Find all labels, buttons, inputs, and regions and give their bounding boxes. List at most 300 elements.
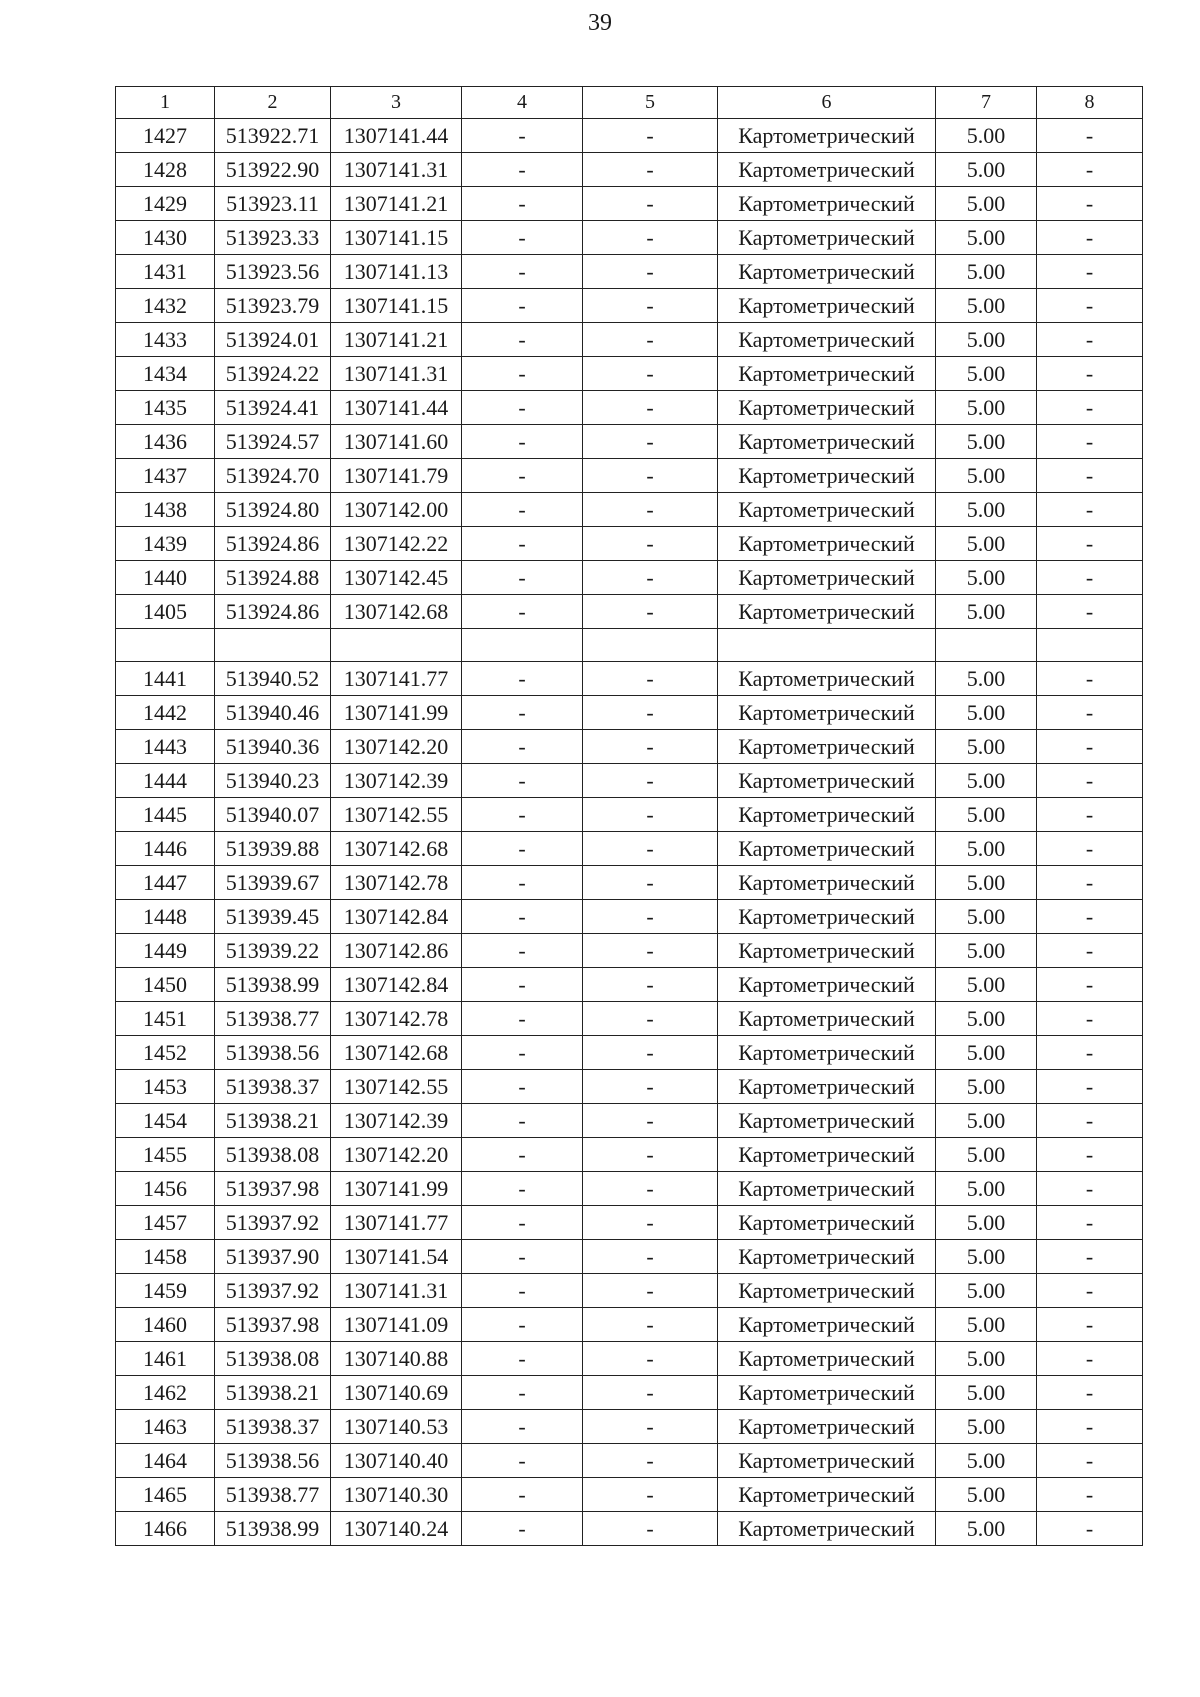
cell-accuracy (936, 629, 1037, 662)
cell-accuracy: 5.00 (936, 561, 1037, 595)
cell-accuracy: 5.00 (936, 255, 1037, 289)
cell-col-5: - (583, 1104, 718, 1138)
cell-coord-x: 513924.22 (215, 357, 331, 391)
cell-coord-x: 513923.56 (215, 255, 331, 289)
cell-accuracy: 5.00 (936, 1308, 1037, 1342)
cell-coord-x: 513922.71 (215, 119, 331, 153)
cell-coord-x: 513937.92 (215, 1274, 331, 1308)
table-row (116, 1342, 1143, 1376)
cell-method: Картометрический (718, 323, 936, 357)
cell-accuracy: 5.00 (936, 798, 1037, 832)
cell-point-number: 1447 (116, 866, 215, 900)
cell-method: Картометрический (718, 662, 936, 696)
cell-coord-x: 513938.56 (215, 1036, 331, 1070)
cell-accuracy: 5.00 (936, 1478, 1037, 1512)
table-row (116, 968, 1143, 1002)
cell-coord-y: 1307140.24 (331, 1512, 462, 1546)
cell-coord-x: 513939.88 (215, 832, 331, 866)
cell-col-8: - (1037, 425, 1143, 459)
cell-method (718, 629, 936, 662)
cell-col-5 (583, 629, 718, 662)
cell-method: Картометрический (718, 357, 936, 391)
table-row (116, 493, 1143, 527)
cell-method: Картометрический (718, 561, 936, 595)
cell-coord-y: 1307142.00 (331, 493, 462, 527)
cell-col-4 (462, 629, 583, 662)
cell-method: Картометрический (718, 1206, 936, 1240)
cell-col-5: - (583, 391, 718, 425)
cell-method: Картометрический (718, 153, 936, 187)
cell-col-5: - (583, 561, 718, 595)
table-row (116, 1172, 1143, 1206)
cell-point-number: 1449 (116, 934, 215, 968)
cell-col-8: - (1037, 1376, 1143, 1410)
cell-col-8: - (1037, 1104, 1143, 1138)
table-row (116, 696, 1143, 730)
cell-coord-x: 513938.77 (215, 1002, 331, 1036)
cell-coord-x: 513940.36 (215, 730, 331, 764)
cell-col-5: - (583, 1342, 718, 1376)
cell-coord-y: 1307142.68 (331, 1036, 462, 1070)
cell-col-4: - (462, 730, 583, 764)
cell-coord-x: 513937.98 (215, 1172, 331, 1206)
cell-method: Картометрический (718, 527, 936, 561)
table-row (116, 459, 1143, 493)
cell-coord-y: 1307141.13 (331, 255, 462, 289)
cell-accuracy: 5.00 (936, 221, 1037, 255)
table-header (116, 87, 1143, 119)
cell-col-5: - (583, 1240, 718, 1274)
cell-accuracy: 5.00 (936, 459, 1037, 493)
cell-point-number: 1466 (116, 1512, 215, 1546)
cell-col-8: - (1037, 1070, 1143, 1104)
cell-point-number: 1458 (116, 1240, 215, 1274)
table-row (116, 934, 1143, 968)
cell-col-8: - (1037, 1172, 1143, 1206)
cell-coord-x: 513924.41 (215, 391, 331, 425)
cell-coord-x: 513938.56 (215, 1444, 331, 1478)
cell-accuracy: 5.00 (936, 357, 1037, 391)
cell-col-5: - (583, 1376, 718, 1410)
cell-col-5: - (583, 968, 718, 1002)
cell-col-8: - (1037, 187, 1143, 221)
cell-coord-y: 1307142.84 (331, 968, 462, 1002)
cell-coord-y: 1307141.31 (331, 153, 462, 187)
cell-point-number: 1445 (116, 798, 215, 832)
cell-col-8: - (1037, 459, 1143, 493)
table-row (116, 1308, 1143, 1342)
cell-col-5: - (583, 221, 718, 255)
cell-method: Картометрический (718, 289, 936, 323)
page-number: 39 (588, 10, 612, 36)
cell-point-number: 1452 (116, 1036, 215, 1070)
table-row (116, 561, 1143, 595)
cell-col-8: - (1037, 255, 1143, 289)
cell-coord-x: 513924.70 (215, 459, 331, 493)
cell-coord-x: 513923.11 (215, 187, 331, 221)
cell-point-number: 1428 (116, 153, 215, 187)
cell-col-8: - (1037, 832, 1143, 866)
cell-accuracy: 5.00 (936, 1002, 1037, 1036)
cell-col-4: - (462, 357, 583, 391)
cell-accuracy: 5.00 (936, 1070, 1037, 1104)
cell-col-8: - (1037, 391, 1143, 425)
cell-point-number: 1446 (116, 832, 215, 866)
column-header-1: 1 (116, 87, 215, 119)
cell-col-4: - (462, 1308, 583, 1342)
cell-col-8: - (1037, 1444, 1143, 1478)
cell-coord-y: 1307140.53 (331, 1410, 462, 1444)
cell-coord-x: 513924.57 (215, 425, 331, 459)
cell-point-number: 1439 (116, 527, 215, 561)
cell-point-number: 1431 (116, 255, 215, 289)
cell-method: Картометрический (718, 1444, 936, 1478)
cell-method: Картометрический (718, 1104, 936, 1138)
cell-coord-x: 513940.07 (215, 798, 331, 832)
cell-accuracy: 5.00 (936, 968, 1037, 1002)
cell-col-8: - (1037, 934, 1143, 968)
cell-col-8: - (1037, 561, 1143, 595)
cell-method: Картометрический (718, 1070, 936, 1104)
cell-accuracy: 5.00 (936, 1206, 1037, 1240)
cell-point-number: 1463 (116, 1410, 215, 1444)
cell-col-4: - (462, 1240, 583, 1274)
coordinates-table (115, 86, 1143, 1546)
cell-col-4: - (462, 662, 583, 696)
cell-method: Картометрический (718, 730, 936, 764)
table-row (116, 662, 1143, 696)
column-header-2: 2 (215, 87, 331, 119)
cell-coord-x: 513940.52 (215, 662, 331, 696)
cell-method: Картометрический (718, 900, 936, 934)
cell-col-5: - (583, 357, 718, 391)
cell-method: Картометрический (718, 391, 936, 425)
table-row (116, 255, 1143, 289)
cell-coord-y: 1307142.55 (331, 798, 462, 832)
cell-point-number: 1438 (116, 493, 215, 527)
cell-col-5: - (583, 289, 718, 323)
cell-coord-y: 1307141.99 (331, 1172, 462, 1206)
cell-coord-x: 513924.88 (215, 561, 331, 595)
cell-col-8: - (1037, 357, 1143, 391)
cell-col-5: - (583, 323, 718, 357)
cell-col-5: - (583, 1138, 718, 1172)
cell-coord-y: 1307142.55 (331, 1070, 462, 1104)
cell-point-number: 1454 (116, 1104, 215, 1138)
cell-point-number: 1442 (116, 696, 215, 730)
cell-accuracy: 5.00 (936, 1138, 1037, 1172)
cell-coord-x: 513938.08 (215, 1138, 331, 1172)
cell-coord-x: 513938.99 (215, 1512, 331, 1546)
cell-col-4: - (462, 1342, 583, 1376)
column-header-8: 8 (1037, 87, 1143, 119)
cell-col-4: - (462, 1410, 583, 1444)
cell-accuracy: 5.00 (936, 153, 1037, 187)
table-row (116, 1376, 1143, 1410)
cell-accuracy: 5.00 (936, 595, 1037, 629)
cell-coord-x: 513924.80 (215, 493, 331, 527)
cell-col-4: - (462, 1138, 583, 1172)
cell-col-8: - (1037, 662, 1143, 696)
table-row (116, 900, 1143, 934)
cell-accuracy: 5.00 (936, 866, 1037, 900)
table-row (116, 595, 1143, 629)
cell-point-number: 1464 (116, 1444, 215, 1478)
cell-col-4: - (462, 696, 583, 730)
cell-col-4: - (462, 595, 583, 629)
cell-point-number: 1461 (116, 1342, 215, 1376)
cell-accuracy: 5.00 (936, 1274, 1037, 1308)
cell-col-5: - (583, 1070, 718, 1104)
cell-coord-y: 1307142.20 (331, 730, 462, 764)
cell-col-5: - (583, 527, 718, 561)
cell-accuracy: 5.00 (936, 1410, 1037, 1444)
cell-col-4: - (462, 493, 583, 527)
cell-method: Картометрический (718, 221, 936, 255)
cell-col-8: - (1037, 1410, 1143, 1444)
table-row (116, 221, 1143, 255)
cell-coord-x: 513939.22 (215, 934, 331, 968)
column-header-7: 7 (936, 87, 1037, 119)
cell-coord-y: 1307142.86 (331, 934, 462, 968)
cell-method: Картометрический (718, 1002, 936, 1036)
cell-accuracy: 5.00 (936, 1512, 1037, 1546)
cell-col-5: - (583, 1002, 718, 1036)
column-header-3: 3 (331, 87, 462, 119)
cell-col-8 (1037, 629, 1143, 662)
cell-col-4: - (462, 187, 583, 221)
cell-coord-y: 1307141.77 (331, 662, 462, 696)
cell-col-8: - (1037, 730, 1143, 764)
cell-col-4: - (462, 832, 583, 866)
cell-accuracy: 5.00 (936, 1342, 1037, 1376)
cell-coord-x: 513938.77 (215, 1478, 331, 1512)
cell-col-8: - (1037, 527, 1143, 561)
cell-method: Картометрический (718, 459, 936, 493)
cell-coord-x: 513939.67 (215, 866, 331, 900)
cell-col-8: - (1037, 696, 1143, 730)
table-row (116, 289, 1143, 323)
cell-point-number: 1460 (116, 1308, 215, 1342)
cell-accuracy: 5.00 (936, 425, 1037, 459)
cell-coord-y: 1307141.44 (331, 391, 462, 425)
cell-col-5: - (583, 730, 718, 764)
cell-accuracy: 5.00 (936, 119, 1037, 153)
table-row (116, 866, 1143, 900)
cell-col-8: - (1037, 1240, 1143, 1274)
cell-col-8: - (1037, 493, 1143, 527)
cell-point-number: 1427 (116, 119, 215, 153)
table-row (116, 1512, 1143, 1546)
cell-col-5: - (583, 1206, 718, 1240)
cell-coord-x: 513940.23 (215, 764, 331, 798)
cell-col-8: - (1037, 1138, 1143, 1172)
cell-method: Картометрический (718, 764, 936, 798)
cell-accuracy: 5.00 (936, 1104, 1037, 1138)
cell-col-5: - (583, 1478, 718, 1512)
cell-coord-x: 513924.01 (215, 323, 331, 357)
cell-col-4: - (462, 1036, 583, 1070)
table-row (116, 1274, 1143, 1308)
table-row (116, 187, 1143, 221)
table-row (116, 730, 1143, 764)
cell-coord-y: 1307141.21 (331, 323, 462, 357)
cell-point-number: 1432 (116, 289, 215, 323)
cell-coord-x: 513939.45 (215, 900, 331, 934)
cell-coord-y: 1307141.44 (331, 119, 462, 153)
cell-point-number: 1435 (116, 391, 215, 425)
cell-col-4: - (462, 119, 583, 153)
cell-coord-y: 1307140.40 (331, 1444, 462, 1478)
cell-col-5: - (583, 1512, 718, 1546)
cell-coord-x: 513937.90 (215, 1240, 331, 1274)
cell-method: Картометрический (718, 968, 936, 1002)
cell-col-8: - (1037, 764, 1143, 798)
cell-col-4: - (462, 1376, 583, 1410)
cell-coord-y: 1307141.21 (331, 187, 462, 221)
cell-point-number (116, 629, 215, 662)
cell-col-8: - (1037, 1036, 1143, 1070)
cell-coord-y: 1307142.78 (331, 1002, 462, 1036)
cell-col-5: - (583, 1036, 718, 1070)
cell-accuracy: 5.00 (936, 832, 1037, 866)
cell-coord-y: 1307141.09 (331, 1308, 462, 1342)
cell-coord-x: 513938.37 (215, 1070, 331, 1104)
cell-col-8: - (1037, 866, 1143, 900)
cell-col-4: - (462, 900, 583, 934)
table-body (116, 119, 1143, 1546)
cell-point-number: 1465 (116, 1478, 215, 1512)
cell-method: Картометрический (718, 493, 936, 527)
cell-accuracy: 5.00 (936, 934, 1037, 968)
cell-col-5: - (583, 1308, 718, 1342)
cell-col-8: - (1037, 1512, 1143, 1546)
cell-coord-x: 513938.08 (215, 1342, 331, 1376)
cell-coord-y: 1307142.20 (331, 1138, 462, 1172)
cell-col-4: - (462, 1274, 583, 1308)
cell-col-4: - (462, 391, 583, 425)
cell-coord-x: 513938.99 (215, 968, 331, 1002)
cell-method: Картометрический (718, 1240, 936, 1274)
cell-coord-y: 1307141.31 (331, 1274, 462, 1308)
cell-coord-x: 513937.92 (215, 1206, 331, 1240)
table-row (116, 153, 1143, 187)
cell-point-number: 1433 (116, 323, 215, 357)
cell-col-4: - (462, 323, 583, 357)
cell-col-5: - (583, 595, 718, 629)
column-header-4: 4 (462, 87, 583, 119)
cell-point-number: 1456 (116, 1172, 215, 1206)
cell-col-8: - (1037, 900, 1143, 934)
cell-col-8: - (1037, 323, 1143, 357)
cell-col-8: - (1037, 1274, 1143, 1308)
cell-coord-y: 1307141.60 (331, 425, 462, 459)
cell-coord-x: 513940.46 (215, 696, 331, 730)
cell-col-5: - (583, 764, 718, 798)
cell-col-5: - (583, 187, 718, 221)
cell-coord-y: 1307142.39 (331, 1104, 462, 1138)
cell-col-5: - (583, 1172, 718, 1206)
cell-coord-y: 1307142.39 (331, 764, 462, 798)
cell-coord-x: 513938.37 (215, 1410, 331, 1444)
cell-method: Картометрический (718, 832, 936, 866)
cell-accuracy: 5.00 (936, 1444, 1037, 1478)
table-row (116, 391, 1143, 425)
cell-method: Картометрический (718, 1036, 936, 1070)
cell-method: Картометрический (718, 866, 936, 900)
table-row (116, 798, 1143, 832)
cell-coord-y: 1307140.88 (331, 1342, 462, 1376)
cell-coord-y: 1307141.31 (331, 357, 462, 391)
cell-accuracy: 5.00 (936, 1036, 1037, 1070)
cell-method: Картометрический (718, 1342, 936, 1376)
cell-method: Картометрический (718, 798, 936, 832)
table-row (116, 1444, 1143, 1478)
cell-coord-x: 513938.21 (215, 1376, 331, 1410)
cell-col-4: - (462, 221, 583, 255)
cell-coord-y: 1307141.77 (331, 1206, 462, 1240)
cell-col-5: - (583, 459, 718, 493)
cell-point-number: 1430 (116, 221, 215, 255)
cell-coord-y: 1307142.68 (331, 595, 462, 629)
cell-accuracy: 5.00 (936, 1172, 1037, 1206)
cell-method: Картометрический (718, 1478, 936, 1512)
cell-col-5: - (583, 255, 718, 289)
cell-method: Картометрический (718, 934, 936, 968)
cell-coord-y: 1307141.15 (331, 221, 462, 255)
table-row (116, 764, 1143, 798)
cell-accuracy: 5.00 (936, 493, 1037, 527)
cell-col-4: - (462, 527, 583, 561)
cell-coord-y: 1307140.30 (331, 1478, 462, 1512)
cell-col-8: - (1037, 968, 1143, 1002)
cell-point-number: 1444 (116, 764, 215, 798)
cell-point-number: 1434 (116, 357, 215, 391)
table-row (116, 119, 1143, 153)
cell-coord-y: 1307142.68 (331, 832, 462, 866)
cell-point-number: 1429 (116, 187, 215, 221)
cell-coord-y (331, 629, 462, 662)
table-row (116, 832, 1143, 866)
cell-coord-y: 1307141.79 (331, 459, 462, 493)
cell-point-number: 1436 (116, 425, 215, 459)
cell-coord-x (215, 629, 331, 662)
cell-coord-x: 513924.86 (215, 595, 331, 629)
cell-coord-x: 513923.79 (215, 289, 331, 323)
table-row (116, 629, 1143, 662)
cell-coord-x: 513923.33 (215, 221, 331, 255)
table-row (116, 323, 1143, 357)
cell-col-4: - (462, 866, 583, 900)
cell-point-number: 1443 (116, 730, 215, 764)
cell-col-4: - (462, 1512, 583, 1546)
table-row (116, 1410, 1143, 1444)
cell-col-5: - (583, 832, 718, 866)
table-row (116, 1104, 1143, 1138)
cell-col-8: - (1037, 1478, 1143, 1512)
table-row (116, 425, 1143, 459)
cell-col-4: - (462, 425, 583, 459)
cell-col-5: - (583, 696, 718, 730)
cell-col-5: - (583, 493, 718, 527)
cell-accuracy: 5.00 (936, 391, 1037, 425)
cell-col-4: - (462, 968, 583, 1002)
cell-method: Картометрический (718, 1172, 936, 1206)
cell-coord-y: 1307141.15 (331, 289, 462, 323)
cell-col-8: - (1037, 119, 1143, 153)
cell-col-4: - (462, 934, 583, 968)
cell-coord-x: 513937.98 (215, 1308, 331, 1342)
